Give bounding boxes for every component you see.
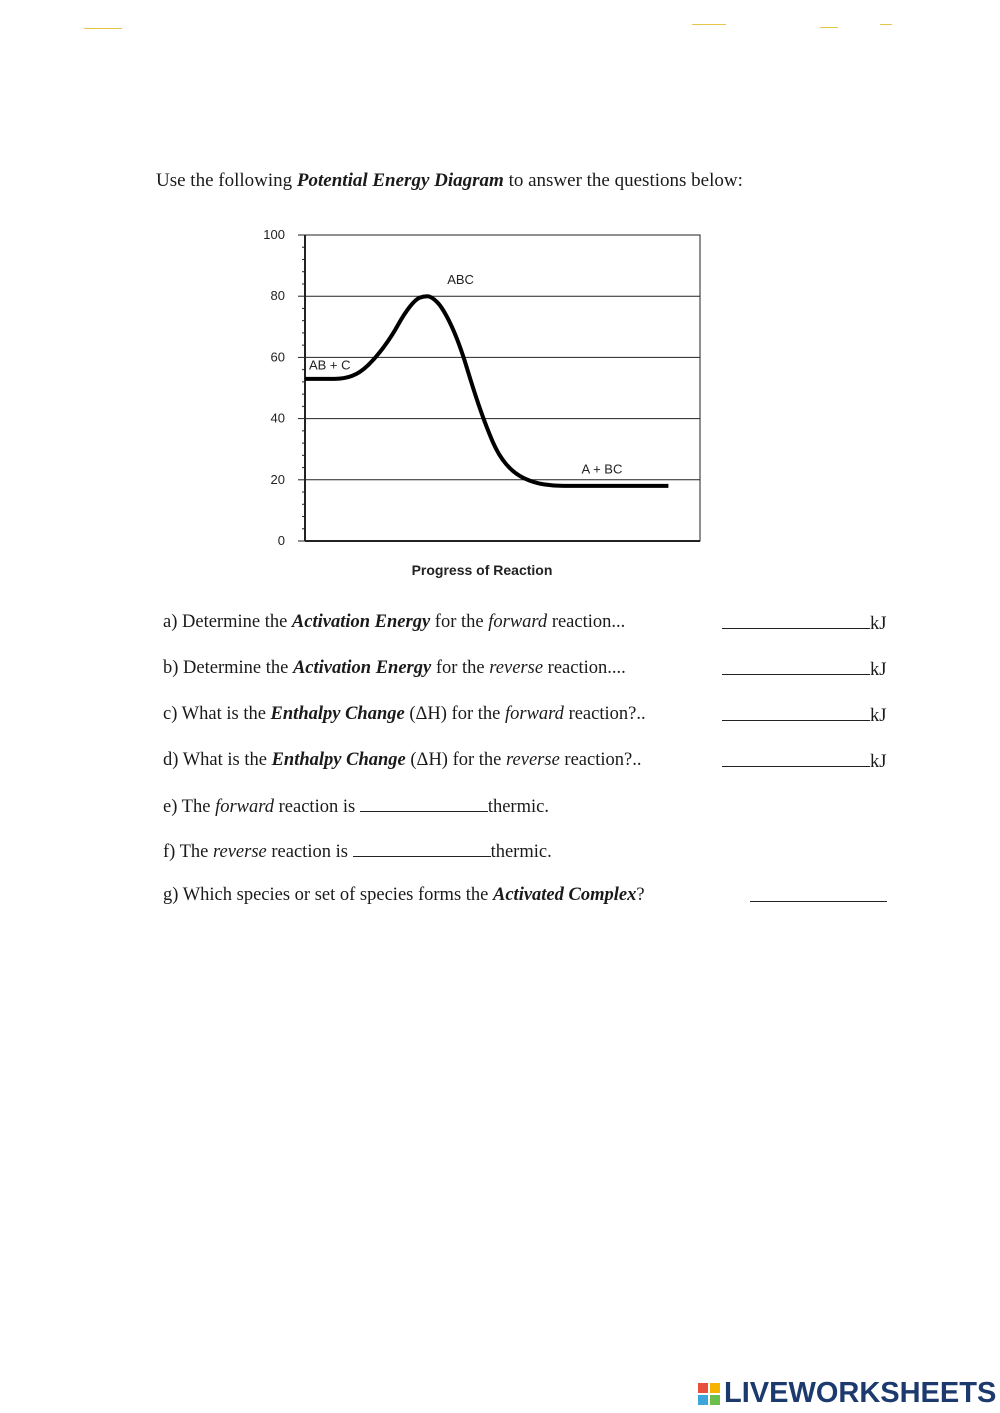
answer-line[interactable] <box>722 704 870 721</box>
question-text: a) Determine the <box>163 612 292 632</box>
question-text: thermic. <box>490 842 552 862</box>
unit-label: kJ <box>870 706 887 726</box>
unit-label: kJ <box>870 660 887 680</box>
question-text: ? <box>636 885 645 905</box>
answer-field-b[interactable] <box>722 658 886 681</box>
question-text: reverse <box>489 658 544 678</box>
scan-mark <box>820 27 838 28</box>
logo-icon <box>698 1383 720 1405</box>
question-text: forward <box>504 704 564 724</box>
question-d <box>163 750 641 771</box>
intro-after: to answer the questions below: <box>503 170 743 191</box>
curve-label: AB + C <box>308 357 351 373</box>
question-text: for the <box>431 658 490 678</box>
question-text: reaction.... <box>543 658 626 678</box>
question-text: reaction is <box>274 797 360 817</box>
question-text: reaction is <box>266 842 353 862</box>
question-e <box>163 795 549 818</box>
question-text: f) The <box>163 842 213 862</box>
question-text: for the <box>430 612 489 632</box>
question-text: g) Which species or set of species forms the <box>163 885 493 905</box>
unit-label: kJ <box>870 614 887 634</box>
scan-mark <box>84 28 122 29</box>
scan-mark <box>880 24 892 25</box>
intro-before: Use the following <box>156 170 297 191</box>
question-a <box>163 612 625 633</box>
y-tick-label: 40 <box>270 410 285 426</box>
question-text: c) What is the <box>163 704 271 724</box>
brand-text: LIVEWORKSHEETS <box>724 1377 997 1409</box>
question-text: Enthalpy Change <box>271 750 406 770</box>
answer-line[interactable] <box>722 750 870 767</box>
question-c <box>163 704 646 725</box>
question-text: d) What is the <box>163 750 272 770</box>
answer-field-a[interactable] <box>722 612 886 635</box>
curve-label: ABC <box>447 271 474 287</box>
unit-label: kJ <box>870 752 887 772</box>
question-text: reverse <box>213 842 267 862</box>
answer-blank[interactable] <box>353 840 491 857</box>
intro-emphasis: Potential Energy Diagram <box>296 170 504 191</box>
instructions <box>156 170 743 192</box>
answer-line[interactable] <box>750 885 887 902</box>
answer-line[interactable] <box>722 612 870 629</box>
question-g <box>163 885 645 906</box>
question-b <box>163 658 626 679</box>
y-tick-label: 0 <box>277 533 285 548</box>
question-text: reverse <box>506 750 560 770</box>
question-text: Activated Complex <box>493 885 637 905</box>
question-text: reaction?.. <box>563 704 646 724</box>
question-text: reaction?.. <box>559 750 642 770</box>
answer-field-g[interactable] <box>750 885 887 908</box>
question-text: (ΔH) for the <box>405 750 507 770</box>
question-text: forward <box>215 797 275 817</box>
answer-line[interactable] <box>722 658 870 675</box>
y-tick-label: 80 <box>270 288 285 304</box>
y-tick-label: 20 <box>270 471 285 487</box>
scan-mark <box>692 24 726 25</box>
answer-field-c[interactable] <box>722 704 886 727</box>
x-axis-label: Progress of Reaction <box>411 562 553 578</box>
potential-energy-diagram <box>240 220 720 590</box>
y-tick-label: 100 <box>263 227 285 242</box>
question-text: forward <box>488 612 548 632</box>
answer-blank[interactable] <box>360 795 488 812</box>
energy-curve <box>305 296 668 486</box>
question-text: e) The <box>163 797 216 817</box>
question-text: b) Determine the <box>163 658 293 678</box>
liveworksheets-logo <box>698 1377 996 1410</box>
y-tick-label: 60 <box>270 349 285 365</box>
question-text: Activation Energy <box>291 612 431 632</box>
plot-frame <box>305 235 700 541</box>
question-text: Enthalpy Change <box>270 704 405 724</box>
question-text: thermic. <box>487 797 549 817</box>
question-f <box>163 840 552 863</box>
answer-field-d[interactable] <box>722 750 886 773</box>
question-text: Activation Energy <box>292 658 432 678</box>
question-text: (ΔH) for the <box>404 704 505 724</box>
curve-label: A + BC <box>581 461 623 477</box>
question-text: reaction... <box>547 612 626 632</box>
